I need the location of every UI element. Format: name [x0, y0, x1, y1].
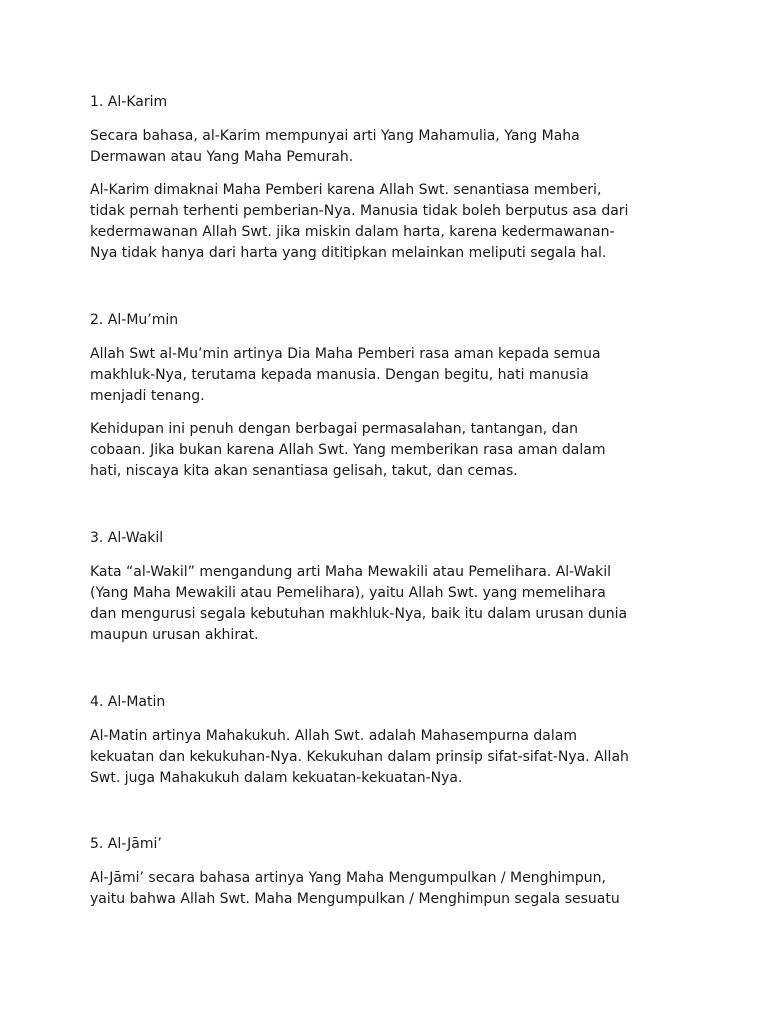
- text-line: cobaan. Jika bukan karena Allah Swt. Yang memberikan rasa aman dalam: [90, 442, 606, 458]
- text-line: Al-Jāmi’ secara bahasa artinya Yang Maha Mengumpulkan / Menghimpun,: [90, 870, 606, 886]
- text-line: tidak pernah terhenti pemberian-Nya. Manusia tidak boleh berputus asa dari: [90, 203, 629, 219]
- text-line: dan mengurusi segala kebutuhan makhluk-Nya, baik itu dalam urusan dunia: [90, 606, 628, 622]
- text-line: kekuatan dan kekukuhan-Nya. Kekukuhan dalam prinsip sifat-sifat-Nya. Allah: [90, 749, 629, 765]
- text-line: Swt. juga Mahakukuh dalam kekuatan-kekuatan-Nya.: [90, 770, 463, 786]
- section-heading: 5. Al-Jāmi’: [90, 836, 162, 852]
- text-line: Al-Matin artinya Mahakukuh. Allah Swt. adalah Mahasempurna dalam: [90, 728, 577, 744]
- paragraph: [90, 344, 605, 407]
- text-line: hati, niscaya kita akan senantiasa gelisah, takut, dan cemas.: [90, 463, 518, 479]
- text-line: maupun urusan akhirat.: [90, 627, 259, 643]
- paragraph: [90, 562, 627, 646]
- text-line: Kehidupan ini penuh dengan berbagai permasalahan, tantangan, dan: [90, 421, 579, 437]
- paragraph: [90, 868, 620, 910]
- text-line: (Yang Maha Mewakili atau Pemelihara), yaitu Allah Swt. yang memelihara: [90, 585, 606, 601]
- text-line: Al-Karim dimaknai Maha Pemberi karena Allah Swt. senantiasa memberi,: [90, 182, 602, 198]
- section-heading: 1. Al-Karim: [90, 94, 168, 110]
- text-line: Allah Swt al-Mu’min artinya Dia Maha Pemberi rasa aman kepada semua: [90, 346, 601, 362]
- section-al-wakil: [90, 528, 627, 658]
- text-line: Dermawan atau Yang Maha Pemurah.: [90, 149, 354, 165]
- text-line: Kata “al-Wakil” mengandung arti Maha Mewakili atau Pemelihara. Al-Wakil: [90, 564, 612, 580]
- text-line: yaitu bahwa Allah Swt. Maha Mengumpulkan / Menghimpun segala sesuatu: [90, 891, 620, 907]
- section-heading: 2. Al-Mu’min: [90, 312, 179, 328]
- paragraph: [90, 419, 605, 482]
- text-line: makhluk-Nya, terutama kepada manusia. Dengan begitu, hati manusia: [90, 367, 589, 383]
- text-line: Nya tidak hanya dari harta yang dititipkan melainkan meliputi segala hal.: [90, 245, 607, 261]
- section-al-matin: [90, 692, 629, 801]
- text-line: kedermawanan Allah Swt. jika miskin dalam harta, karena kedermawanan-: [90, 224, 615, 240]
- paragraph: [90, 180, 628, 264]
- section-al-karim: [90, 92, 628, 276]
- text-line: menjadi tenang.: [90, 388, 205, 404]
- section-al-mumin: [90, 310, 605, 494]
- section-heading: 4. Al-Matin: [90, 694, 166, 710]
- paragraph: [90, 126, 628, 168]
- text-line: Secara bahasa, al-Karim mempunyai arti Yang Mahamulia, Yang Maha: [90, 128, 580, 144]
- section-heading: 3. Al-Wakil: [90, 530, 164, 546]
- paragraph: [90, 726, 629, 789]
- section-al-jami: [90, 834, 620, 922]
